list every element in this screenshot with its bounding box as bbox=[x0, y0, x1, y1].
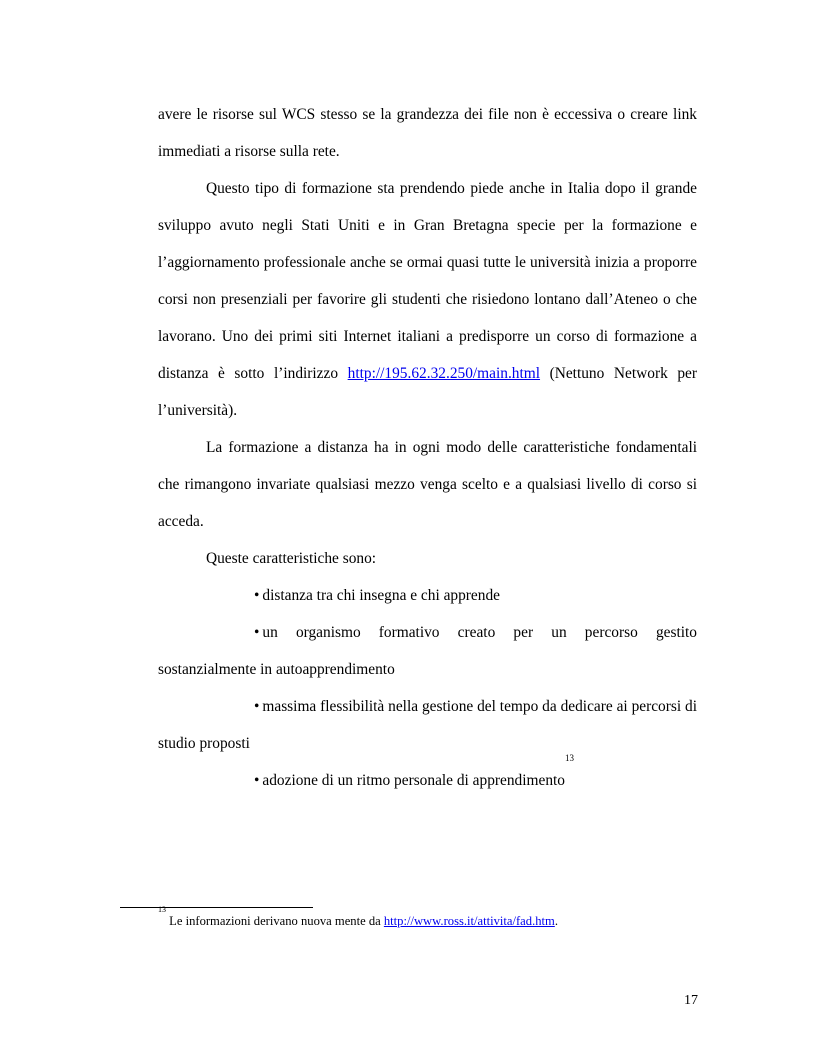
body-text bbox=[158, 96, 697, 799]
list-item bbox=[158, 688, 697, 762]
paragraph-1: avere le risorse sul WCS stesso se la grandezza dei file non è eccessiva o creare link immediati a risorse sulla rete. bbox=[158, 106, 697, 160]
bullet-icon: • bbox=[254, 587, 260, 604]
list-item-text: adozione di un ritmo personale di apprendimento bbox=[262, 772, 565, 789]
page-number: 17 bbox=[684, 993, 698, 1008]
footnote-reference[interactable]: 13 bbox=[565, 753, 574, 763]
nettuno-link[interactable]: http://195.62.32.250/main.html bbox=[347, 365, 541, 382]
footnote bbox=[158, 905, 558, 929]
paragraph-2-text: Questo tipo di formazione sta prendendo piede anche in Italia dopo il grande sviluppo avuto negli Stati Uniti e in Gran Bretagna specie per la formazione e l’aggiornamento professionale anche se ormai quasi tutte le università inizia a proporre corsi non presenziali per favorire gli studenti che risiedono lontano dall’Ateneo o che lavorano. Uno dei primi siti Internet italiani a predisporre un corso di formazione a distanza è sotto l’indirizzo bbox=[158, 180, 697, 382]
bullet-icon: • bbox=[254, 698, 260, 715]
footnote-end: . bbox=[554, 914, 558, 928]
bullet-icon: • bbox=[254, 772, 260, 789]
footnote-text: Le informazioni derivano nuova mente da bbox=[166, 914, 384, 928]
footnote-link[interactable]: http://www.ross.it/attivita/fad.htm bbox=[383, 914, 555, 928]
list-item-text: massima flessibilità nella gestione del tempo da dedicare ai percorsi di studio proposti bbox=[158, 698, 697, 752]
list-item bbox=[158, 614, 697, 688]
footnote-number: 13 bbox=[158, 905, 166, 914]
list-item bbox=[158, 577, 697, 614]
paragraph-2-tail: (Nettuno Network per l’università). bbox=[158, 365, 697, 419]
paragraph-2 bbox=[158, 170, 697, 429]
bullet-icon: • bbox=[254, 624, 260, 641]
paragraph-3: La formazione a distanza ha in ogni modo delle caratteristiche fondamentali che rimangono invariate qualsiasi mezzo venga scelto e a qualsiasi livello di corso si acceda. bbox=[158, 439, 697, 530]
list-item-text: un organismo formativo creato per un percorso gestito sostanzialmente in autoapprendimento bbox=[158, 624, 697, 678]
list-item-text: distanza tra chi insegna e chi apprende bbox=[262, 587, 500, 604]
footnote-divider bbox=[120, 907, 313, 908]
paragraph-4: Queste caratteristiche sono: bbox=[206, 550, 377, 567]
list-item bbox=[158, 753, 697, 799]
